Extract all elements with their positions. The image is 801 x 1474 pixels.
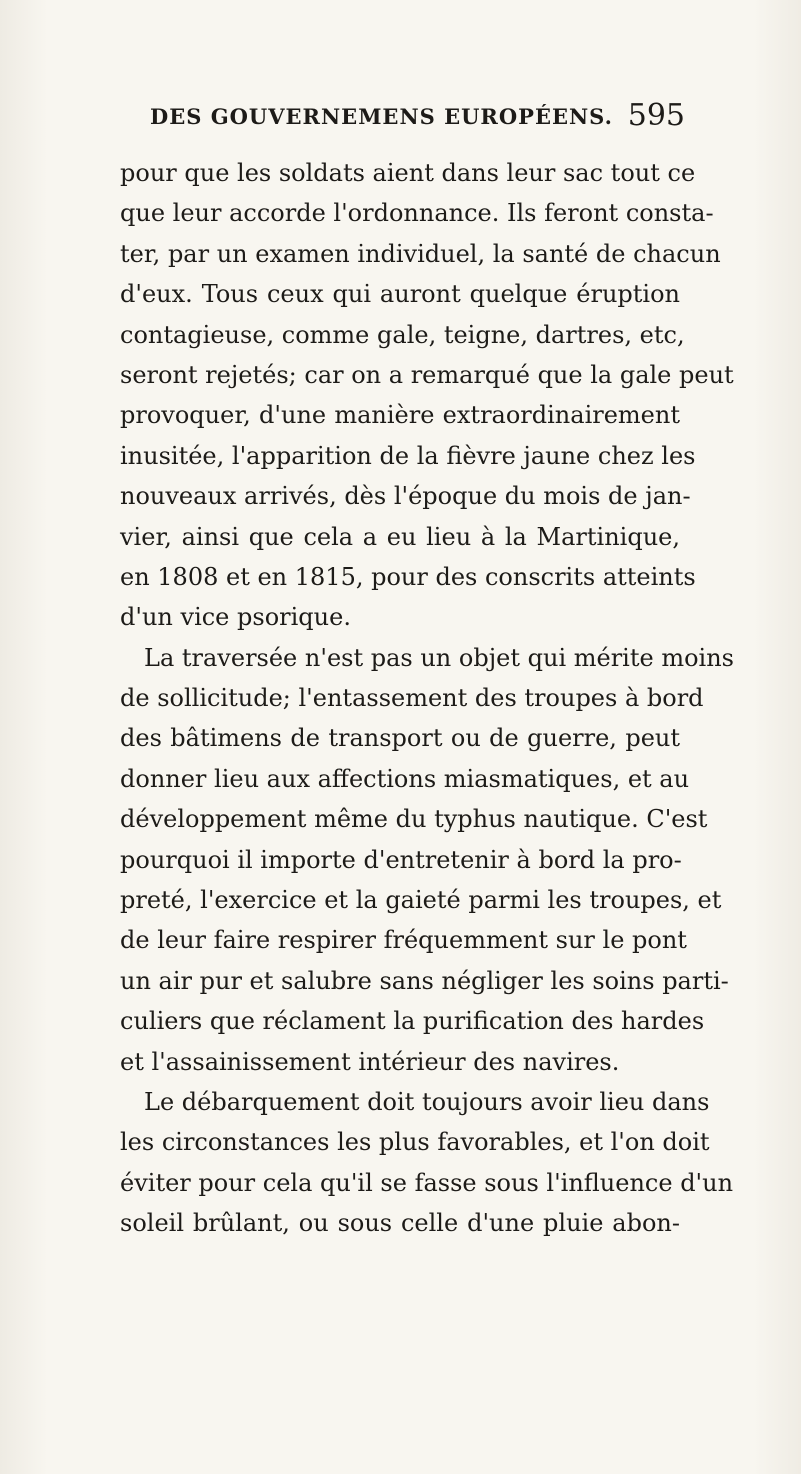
text-line: développement même du typhus nautique. C'est xyxy=(120,805,708,834)
text-line: de sollicitude; l'entassement des troupes à bord xyxy=(120,684,704,713)
text-line: La traversée n'est pas un objet qui mérite moins xyxy=(144,643,734,672)
text-line: éviter pour cela qu'il se fasse sous l'influence d'un xyxy=(120,1168,734,1197)
page-number: 595 xyxy=(627,98,685,133)
text-line: nouveaux arrivés, dès l'époque du mois de jan- xyxy=(120,482,691,511)
text-line: seront rejetés; car on a remarqué que la gale peut xyxy=(120,360,734,389)
text-line: contagieuse, comme gale, teigne, dartres, etc, xyxy=(120,320,685,349)
text-line: soleil brûlant, ou sous celle d'une pluie abon- xyxy=(120,1209,680,1238)
text-line: ter, par un examen individuel, la santé de chacun xyxy=(120,239,721,268)
text-line: preté, l'exercice et la gaieté parmi les troupes, et xyxy=(120,886,722,915)
text-line: de leur faire respirer fréquemment sur le pont xyxy=(120,926,687,955)
text-line: que leur accorde l'ordonnance. Ils feront consta- xyxy=(120,199,714,228)
page-header xyxy=(150,98,685,140)
text-line: inusitée, l'apparition de la fièvre jaune chez les xyxy=(120,441,696,470)
text-line: vier, ainsi que cela a eu lieu à la Martinique, xyxy=(120,522,680,551)
text-line: et l'assainissement intérieur des navires. xyxy=(120,1047,620,1076)
running-head: DES GOUVERNEMENS EUROPÉENS. xyxy=(150,104,613,129)
text-line: provoquer, d'une manière extraordinairement xyxy=(120,401,680,430)
text-line: pour que les soldats aient dans leur sac tout ce xyxy=(120,159,696,187)
text-line: d'eux. Tous ceux qui auront quelque éruption xyxy=(120,280,680,309)
text-line: un air pur et salubre sans négliger les soins parti- xyxy=(120,966,729,995)
text-line: des bâtimens de transport ou de guerre, peut xyxy=(120,724,680,753)
text-line: en 1808 et en 1815, pour des conscrits atteints xyxy=(120,562,696,591)
text-line: donner lieu aux affections miasmatiques, et au xyxy=(120,764,690,793)
text-line: pourquoi il importe d'entretenir à bord la pro- xyxy=(120,845,682,874)
text-line: d'un vice psorique. xyxy=(120,603,351,632)
text-line: culiers que réclament la purification des hardes xyxy=(120,1007,705,1036)
body-text xyxy=(120,153,734,1244)
text-line: les circonstances les plus favorables, et l'on doit xyxy=(120,1128,710,1157)
text-line: Le débarquement doit toujours avoir lieu dans xyxy=(144,1087,710,1116)
